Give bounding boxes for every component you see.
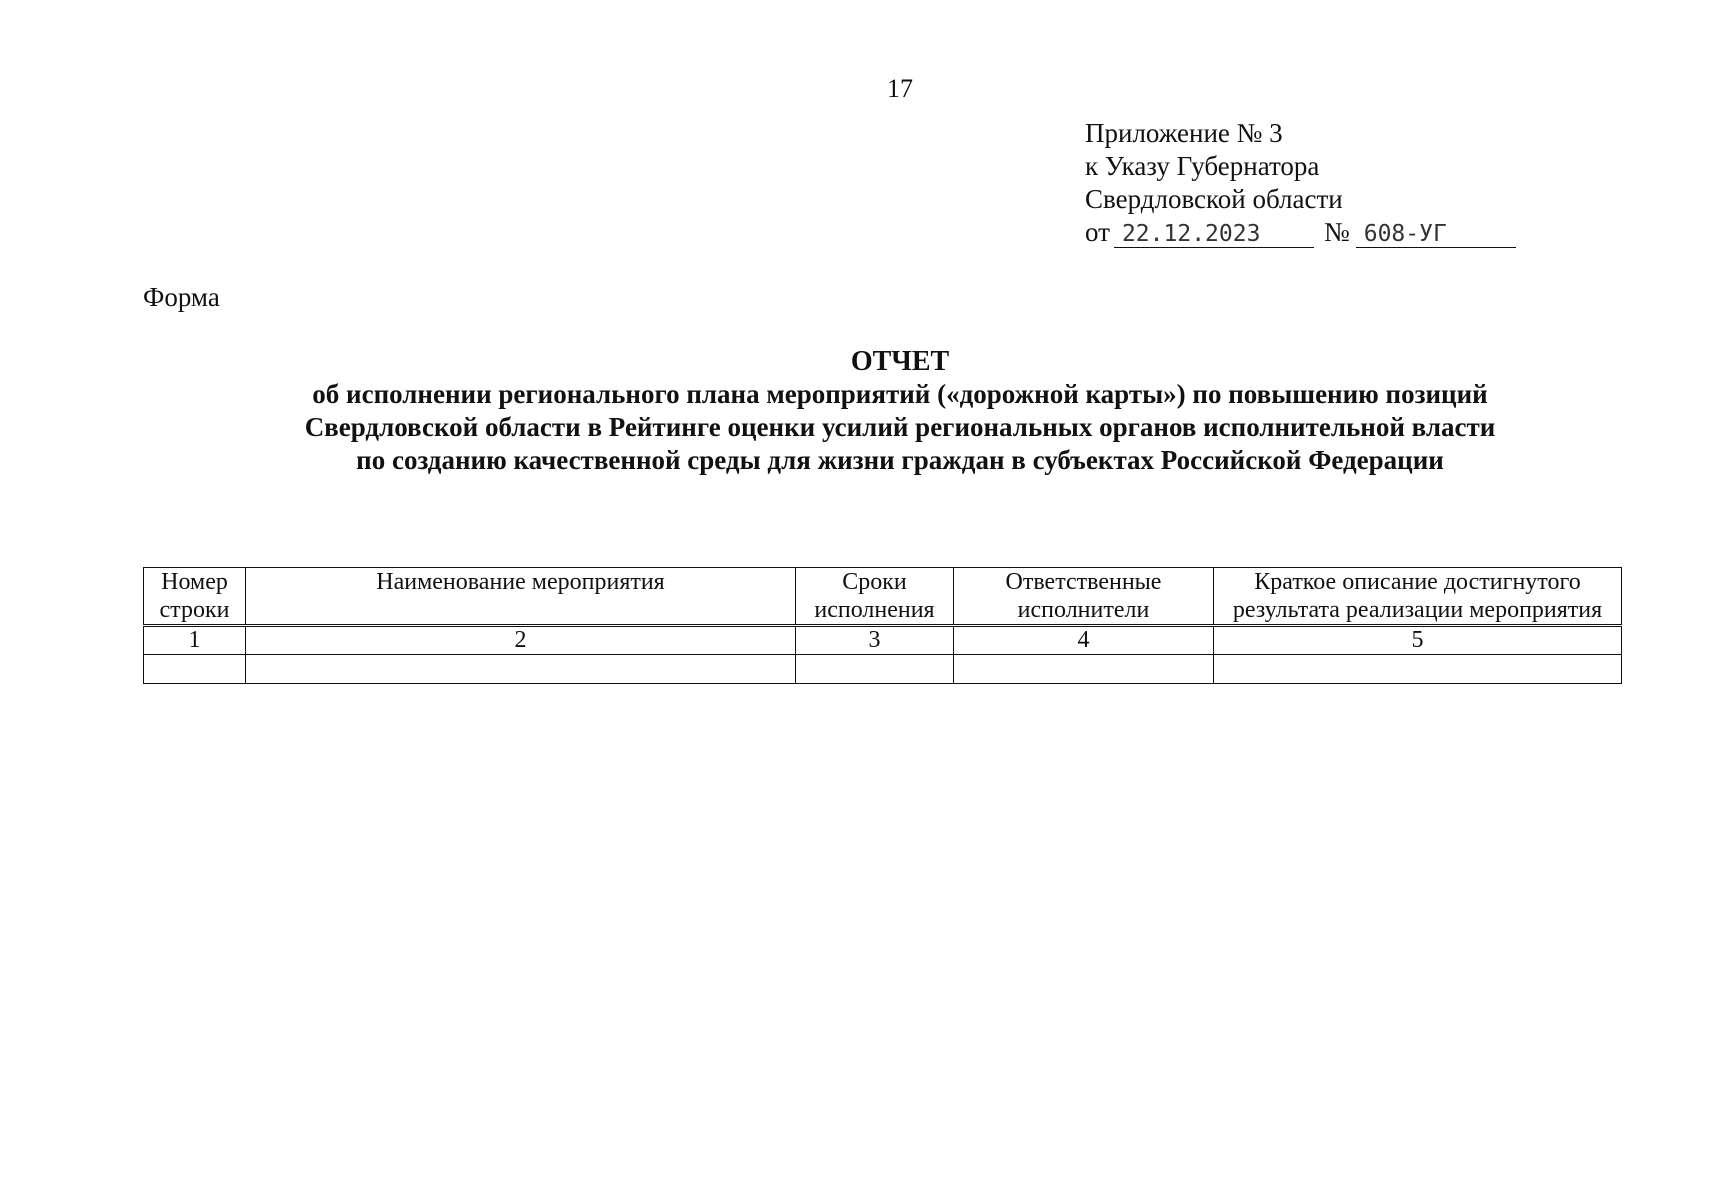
report-table <box>143 567 1622 684</box>
decree-date-field: 22.12.2023 <box>1114 221 1314 248</box>
header-responsible: Ответственные исполнители <box>954 568 1214 626</box>
report-subtitle-line-3: по созданию качественной среды для жизни граждан в субъектах Российской Федерации <box>356 445 1444 475</box>
report-title-block <box>230 345 1570 477</box>
table-row <box>144 655 1622 684</box>
appendix-region: Свердловской области <box>1085 184 1343 214</box>
report-title: ОТЧЕТ <box>850 346 950 377</box>
table-row <box>144 626 1622 655</box>
column-number-cell: 4 <box>954 626 1214 655</box>
appendix-block <box>1085 117 1516 249</box>
number-prefix: № <box>1323 217 1350 247</box>
page-number: 17 <box>887 74 913 103</box>
column-number-cell: 3 <box>796 626 954 655</box>
header-deadlines: Сроки исполнения <box>796 568 954 626</box>
header-activity-name: Наименование мероприятия <box>246 568 796 626</box>
form-label: Форма <box>143 282 220 312</box>
table-header-row <box>144 568 1622 626</box>
empty-cell <box>246 655 796 684</box>
empty-cell <box>954 655 1214 684</box>
date-prefix: от <box>1085 217 1110 247</box>
empty-cell <box>1214 655 1622 684</box>
header-result-description: Краткое описание достигнутого результата реализации мероприятия <box>1214 568 1622 626</box>
report-subtitle-line-2: Свердловской области в Рейтинге оценки усилий региональных органов исполнительной власти <box>304 412 1496 442</box>
header-row-number: Номер строки <box>144 568 246 626</box>
appendix-title: Приложение № 3 <box>1085 118 1283 148</box>
empty-cell <box>144 655 246 684</box>
column-number-cell: 1 <box>144 626 246 655</box>
appendix-date-number-line <box>1085 216 1516 249</box>
appendix-decree: к Указу Губернатора <box>1085 151 1320 181</box>
column-number-cell: 5 <box>1214 626 1622 655</box>
decree-number-field: 608-УГ <box>1356 221 1516 248</box>
empty-cell <box>796 655 954 684</box>
column-number-cell: 2 <box>246 626 796 655</box>
report-subtitle-line-1: об исполнении регионального плана мероприятий («дорожной карты») по повышению позиций <box>312 379 1488 409</box>
